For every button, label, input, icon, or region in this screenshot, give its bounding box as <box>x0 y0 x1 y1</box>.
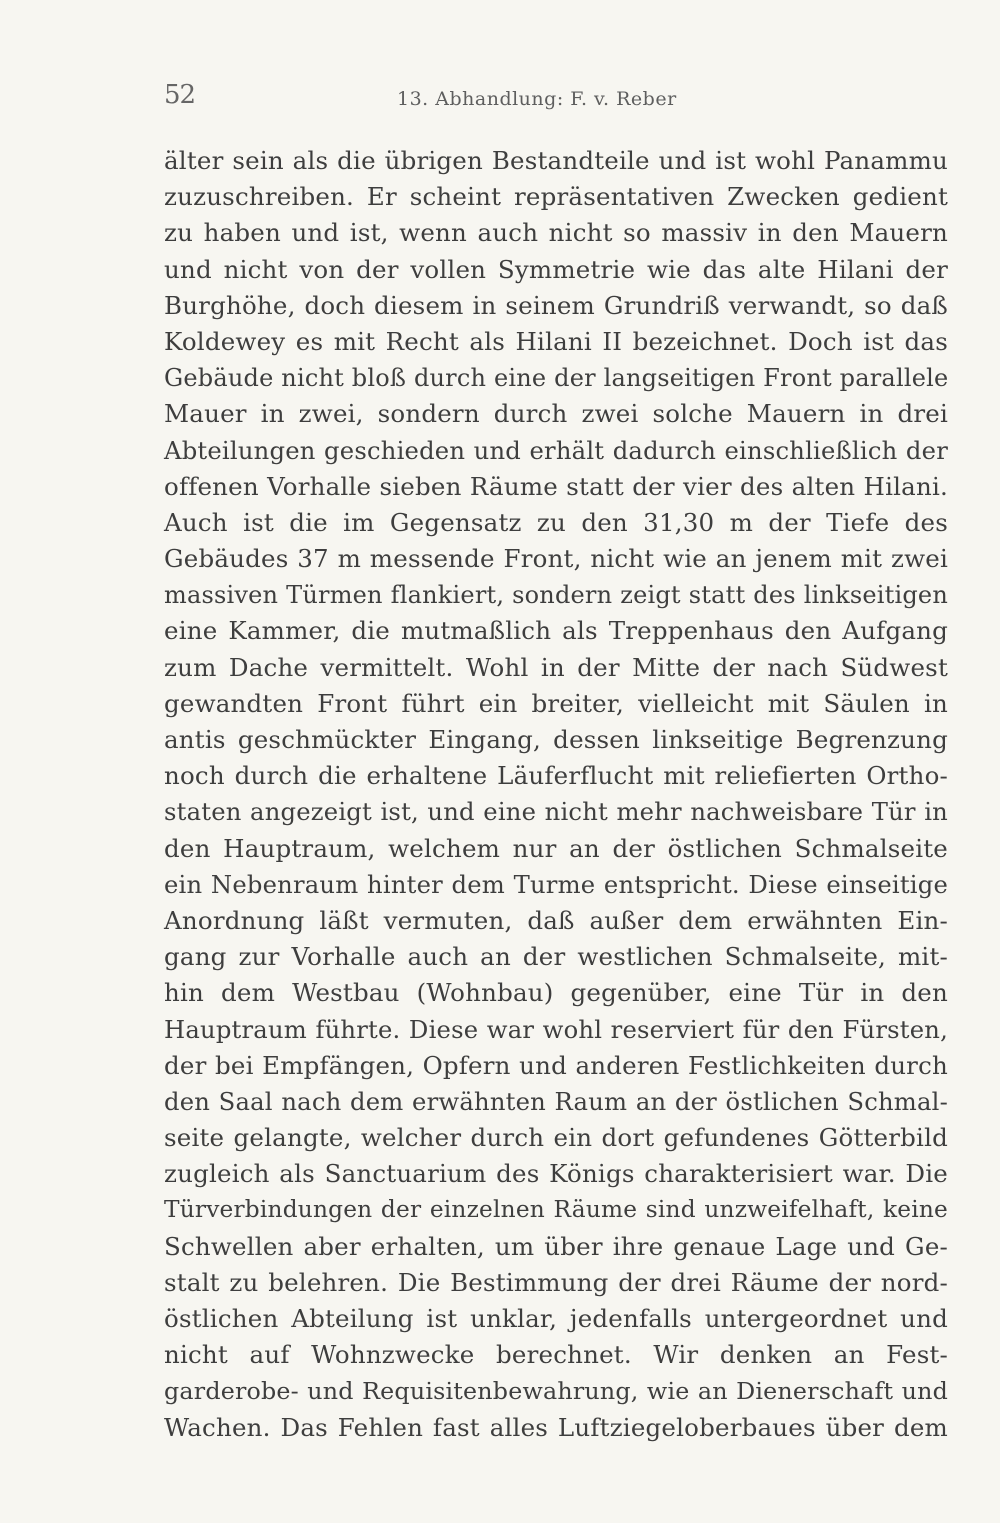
text-line: gewandten Front führt ein breiter, vielleicht mit Säulen in <box>164 688 948 718</box>
text-line: zu haben und ist, wenn auch nicht so massiv in den Mauern <box>164 218 948 248</box>
running-head: 13. Abhandlung: F. v. Reber <box>397 88 677 110</box>
text-line: eine Kammer, die mutmaßlich als Treppenhaus den Aufgang <box>164 616 948 646</box>
text-line: noch durch die erhaltene Läuferflucht mit reliefierten Ortho- <box>164 761 948 791</box>
text-line: den Saal nach dem erwähnten Raum an der östlichen Schmal- <box>164 1086 948 1116</box>
text-line: älter sein als die übrigen Bestandteile und ist wohl Panammu <box>164 146 948 175</box>
text-line: Mauer in zwei, sondern durch zwei solche Mauern in drei <box>164 399 948 429</box>
text-line: stalt zu belehren. Die Bestimmung der drei Räume der nord- <box>164 1267 948 1297</box>
text-line: Wachen. Das Fehlen fast alles Luftziegeloberbaues über dem <box>164 1412 948 1442</box>
text-line: Hauptraum führte. Diese war wohl reserviert für den Fürsten, <box>164 1014 948 1044</box>
text-line: Gebäude nicht bloß durch eine der langseitigen Front parallele <box>164 364 949 393</box>
body-text <box>164 143 948 1446</box>
text-line: gang zur Vorhalle auch an der westlichen Schmalseite, mit- <box>164 942 948 972</box>
text-line: der bei Empfängen, Opfern und anderen Festlichkeiten durch <box>164 1050 948 1080</box>
text-line: massiven Türmen flankiert, sondern zeigt statt des linkseitigen <box>164 581 948 610</box>
text-line: Burghöhe, doch diesem in seinem Grundriß verwandt, so daß <box>164 290 948 320</box>
text-line: garderobe- und Requisitenbewahrung, wie an Dienerschaft und <box>164 1377 948 1406</box>
text-line: Schwellen aber erhalten, um über ihre genaue Lage und Ge- <box>164 1231 948 1261</box>
text-line: Gebäudes 37 m messende Front, nicht wie an jenem mit zwei <box>164 544 948 574</box>
text-line: Auch ist die im Gegensatz zu den 31,30 m der Tiefe des <box>164 507 948 537</box>
text-line: seite gelangte, welcher durch ein dort gefundenes Götterbild <box>164 1123 948 1153</box>
page-number: 52 <box>164 80 196 110</box>
text-line: zugleich als Sanctuarium des Königs charakterisiert war. Die <box>164 1159 948 1189</box>
text-line: Anordnung läßt vermuten, daß außer dem erwähnten Ein- <box>164 905 948 935</box>
text-line: hin dem Westbau (Wohnbau) gegenüber, eine Tür in den <box>164 978 948 1008</box>
text-line: staten angezeigt ist, und eine nicht mehr nachweisbare Tür in <box>164 797 948 827</box>
text-line: den Hauptraum, welchem nur an der östlichen Schmalseite <box>164 833 948 863</box>
text-line: und nicht von der vollen Symmetrie wie das alte Hilani der <box>164 254 948 284</box>
text-line: zuzuschreiben. Er scheint repräsentativen Zwecken gedient <box>164 182 948 212</box>
text-line: östlichen Abteilung ist unklar, jedenfalls untergeordnet und <box>164 1304 948 1333</box>
text-line: Türverbindungen der einzelnen Räume sind unzweifelhaft, keine <box>164 1196 948 1224</box>
text-line: nicht auf Wohnzwecke berechnet. Wir denken an Fest- <box>164 1340 948 1370</box>
text-line: Abteilungen geschieden und erhält dadurch einschließlich der <box>164 435 948 465</box>
text-line: zum Dache vermittelt. Wohl in der Mitte der nach Südwest <box>164 652 948 682</box>
text-line: Koldewey es mit Recht als Hilani II bezeichnet. Doch ist das <box>164 326 948 356</box>
text-line: antis geschmückter Eingang, dessen linkseitige Begrenzung <box>164 725 948 754</box>
text-line: ein Nebenraum hinter dem Turme entspricht. Diese einseitige <box>164 869 948 899</box>
text-line: offenen Vorhalle sieben Räume statt der vier des alten Hilani. <box>164 471 948 501</box>
